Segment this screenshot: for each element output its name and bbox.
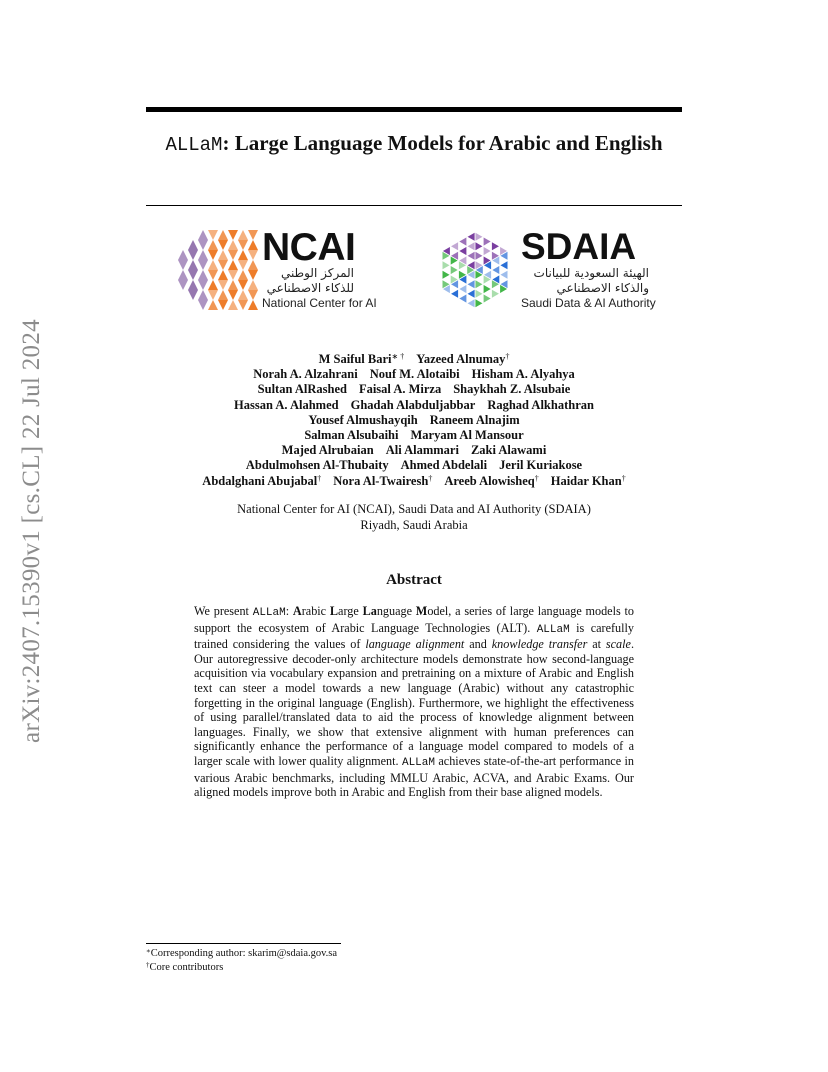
sdaia-emblem-triangle	[442, 270, 450, 280]
ncai-emblem-triangle	[238, 260, 248, 270]
affiliation-institution: National Center for AI (NCAI), Saudi Data and AI Authority (SDAIA)	[237, 502, 591, 516]
sdaia-emblem-triangle	[492, 242, 500, 252]
sdaia-emblem-triangle	[459, 294, 467, 304]
sdaia-emblem-triangle	[467, 299, 475, 309]
author-mark: †	[317, 473, 322, 483]
ncai-emblem-triangle	[208, 270, 218, 280]
author-name: Yazeed Alnumay	[416, 352, 506, 366]
title-rest: : Large Language Models for Arabic and English	[222, 131, 663, 155]
abstract-text: is carefully trained considering the values of	[194, 620, 634, 652]
ncai-emblem-triangle	[218, 270, 228, 280]
sdaia-emblem-triangle	[459, 284, 467, 294]
ncai-emblem-triangle	[228, 270, 238, 280]
ncai-english-name: National Center for AI	[262, 296, 377, 310]
affiliation	[146, 502, 682, 533]
sdaia-emblem-triangle	[475, 242, 483, 252]
ncai-emblem-triangle	[188, 260, 198, 270]
ncai-emblem-triangle	[218, 260, 228, 270]
title-bottom-rule	[146, 205, 682, 206]
sdaia-emblem-triangle	[475, 280, 483, 290]
author-line	[146, 443, 682, 458]
abstract-model-name: ALLaM	[252, 607, 286, 619]
author-mark: †	[428, 473, 433, 483]
abstract-text: and	[464, 637, 492, 652]
abstract-body	[194, 604, 634, 800]
author-line	[146, 474, 682, 489]
sdaia-arabic-line-1: الهيئة السعودية للبيانات	[533, 266, 649, 280]
sdaia-emblem-triangle	[467, 251, 475, 261]
ncai-emblem-triangle	[178, 250, 188, 260]
sdaia-arabic-line-2: والذكاء الاصطناعي	[556, 281, 649, 295]
author-mark: †	[534, 473, 539, 483]
ncai-emblem-icon	[176, 230, 258, 310]
ncai-emblem-triangle	[208, 280, 218, 290]
ncai-emblem-triangle	[188, 240, 198, 250]
ncai-emblem-triangle	[188, 290, 198, 300]
arxiv-identifier: arXiv:2407.15390v1 [cs.CL] 22 Jul 2024	[18, 319, 45, 743]
ncai-emblem-triangle	[198, 260, 208, 270]
ncai-emblem-triangle	[198, 290, 208, 300]
sdaia-english-name: Saudi Data & AI Authority	[521, 296, 656, 310]
author-list	[146, 352, 682, 489]
ncai-emblem-triangle	[248, 270, 258, 280]
ncai-emblem-triangle	[208, 240, 218, 250]
sdaia-emblem-triangle	[475, 299, 483, 309]
author-name: Yousef Almushayqih	[308, 412, 418, 427]
ncai-emblem-triangle	[198, 240, 208, 250]
affiliation-location: Riyadh, Saudi Arabia	[360, 517, 468, 532]
author-line	[146, 382, 682, 397]
author-name: Hisham A. Alyahya	[471, 367, 575, 382]
author-name: Nouf M. Alotaibi	[369, 367, 460, 382]
sdaia-emblem-triangle	[467, 289, 475, 299]
abstract-model-name: ALLaM	[401, 756, 435, 769]
ncai-emblem-triangle	[208, 250, 218, 260]
ncai-emblem-triangle	[208, 260, 218, 270]
ncai-emblem-triangle	[178, 260, 188, 270]
ncai-emblem-triangle	[228, 280, 238, 290]
abstract-text: :	[285, 604, 293, 618]
sdaia-emblem-triangle	[500, 270, 508, 280]
sdaia-emblem-triangle	[483, 284, 491, 294]
author-line	[146, 367, 682, 382]
ncai-emblem-triangle	[178, 280, 188, 290]
author-name: Zaki Alawami	[470, 443, 547, 458]
ncai-emblem-triangle	[248, 240, 258, 250]
abstract-text: M	[415, 604, 428, 618]
author-mark: ∗ †	[391, 352, 405, 361]
abstract-text: knowledge transfer	[491, 637, 588, 652]
ncai-emblem-triangle	[218, 290, 228, 300]
ncai-emblem-triangle	[188, 270, 198, 280]
ncai-emblem-triangle	[248, 250, 258, 260]
ncai-emblem-triangle	[188, 280, 198, 290]
sdaia-emblem-triangle	[475, 232, 483, 242]
ncai-emblem-triangle	[228, 300, 238, 310]
abstract-text: arge	[338, 604, 363, 618]
ncai-emblem-triangle	[248, 300, 258, 310]
sdaia-emblem-triangle	[459, 237, 467, 247]
ncai-logo	[176, 228, 391, 312]
author-line	[146, 428, 682, 443]
author-name: Haidar Khan	[550, 473, 622, 488]
sdaia-wordmark: SDAIA	[521, 226, 637, 267]
ncai-emblem-triangle	[228, 260, 238, 270]
author-name: M Saiful Bari	[318, 352, 392, 366]
author-name: Abdulmohsen Al-Thubaity	[245, 458, 389, 473]
sdaia-emblem-triangle	[492, 289, 500, 299]
ncai-emblem-triangle	[198, 230, 208, 240]
abstract-text: rabic	[301, 604, 330, 618]
ncai-emblem-triangle	[208, 230, 218, 240]
author-name: Salman Alsubaihi	[304, 428, 399, 443]
ncai-emblem-triangle	[228, 240, 238, 250]
paper-title	[146, 130, 682, 159]
sdaia-emblem-icon	[435, 230, 515, 310]
author-name: Majed Alrubaian	[281, 443, 374, 458]
title-top-rule	[146, 107, 682, 112]
sdaia-emblem-triangle	[467, 242, 475, 252]
ncai-emblem-triangle	[228, 290, 238, 300]
sdaia-emblem-triangle	[475, 289, 483, 299]
footnote-core-contributors: †Core contributors	[146, 961, 224, 973]
abstract-text: L	[329, 604, 339, 618]
author-name: Raneem Alnajim	[429, 412, 520, 427]
author-name: Norah A. Alzahrani	[253, 367, 358, 382]
ncai-emblem-triangle	[238, 280, 248, 290]
author-name: Hassan A. Alahmed	[234, 397, 339, 412]
ncai-emblem-triangle	[218, 300, 228, 310]
abstract-text: scale	[605, 637, 631, 652]
sdaia-emblem-triangle	[467, 232, 475, 242]
ncai-emblem-triangle	[248, 280, 258, 290]
abstract-text: La	[362, 604, 377, 618]
ncai-emblem-triangle	[178, 270, 188, 280]
sdaia-emblem-triangle	[442, 261, 450, 271]
ncai-emblem-triangle	[218, 250, 228, 260]
ncai-arabic-line-2: للذكاء الاصطناعي	[266, 281, 354, 295]
arxiv-sidebar-stamp	[8, 296, 56, 766]
sdaia-emblem-triangle	[467, 280, 475, 290]
author-name: Raghad Alkhathran	[487, 397, 594, 412]
ncai-emblem-triangle	[198, 280, 208, 290]
author-mark: †	[621, 473, 626, 483]
author-name: Sultan AlRashed	[257, 382, 347, 397]
abstract-text: A	[292, 604, 302, 618]
author-name: Ali Alammari	[385, 443, 459, 458]
abstract-text: odel, a series of large language models to support the ecosystem of Arabic Language Technologies (ALT).	[194, 604, 634, 635]
author-name: Nora Al-Twairesh	[333, 473, 429, 488]
ncai-emblem-triangle	[228, 250, 238, 260]
ncai-emblem-triangle	[208, 300, 218, 310]
ncai-emblem-triangle	[198, 300, 208, 310]
abstract-text: language alignment	[365, 637, 465, 652]
author-name: Faisal A. Mirza	[358, 382, 442, 397]
author-name: Areeb Alowisheq	[444, 473, 535, 488]
abstract-model-name: ALLaM	[536, 623, 570, 636]
sdaia-emblem-triangle	[450, 289, 458, 299]
ncai-emblem-triangle	[228, 230, 238, 240]
author-line	[146, 413, 682, 428]
abstract-text: at	[587, 637, 606, 652]
ncai-emblem-triangle	[248, 290, 258, 300]
author-name: Jeril Kuriakose	[499, 458, 583, 473]
abstract-text: achieves state-of-the-art performance in various Arabic benchmarks, including MMLU Arabic, ACVA, and Arabic Exams. Our aligned models improve both in Arabic and English from their base aligned models.	[194, 753, 634, 800]
sdaia-emblem-triangle	[483, 237, 491, 247]
ncai-arabic-line-1: المركز الوطني	[280, 266, 354, 280]
footnotes	[146, 947, 646, 975]
ncai-emblem-triangle	[238, 270, 248, 280]
abstract-text: nguage	[376, 604, 416, 618]
author-name: Shaykhah Z. Alsubaie	[453, 382, 571, 397]
ncai-emblem-triangle	[238, 290, 248, 300]
sdaia-emblem-triangle	[483, 246, 491, 256]
sdaia-emblem-triangle	[475, 251, 483, 261]
ncai-emblem-triangle	[198, 270, 208, 280]
ncai-emblem-triangle	[248, 260, 258, 270]
ncai-emblem-triangle	[238, 240, 248, 250]
abstract-text: . Our autoregressive decoder-only architecture models demonstrate how second-language acquisition via vocabulary expansion and pretraining on a mixture of Arabic and English text can steer a model towards a new language (Arabic) without any catastrophic forgetting in the original language (English). Furthermore, we highlight the effectiveness of using parallel/translated data to aid the process of knowledge alignment between languages. Finally, we show that extensive alignment with human preferences can significantly enhance the performance of a language model compared to models of a larger scale with lower quality alignment.	[194, 637, 634, 768]
abstract-text: We present	[194, 604, 253, 618]
ncai-wordmark: NCAI	[262, 226, 356, 269]
ncai-emblem-triangle	[198, 250, 208, 260]
ncai-emblem-triangle	[218, 280, 228, 290]
ncai-emblem-triangle	[218, 230, 228, 240]
author-line	[146, 398, 682, 413]
ncai-emblem-triangle	[248, 230, 258, 240]
ncai-emblem-triangle	[218, 240, 228, 250]
title-model-name: ALLaM	[165, 134, 223, 156]
ncai-emblem-triangle	[238, 250, 248, 260]
footnote-corresponding: ∗Corresponding author: skarim@sdaia.gov.sa	[146, 947, 338, 959]
author-name: Abdalghani Abujabal	[202, 473, 318, 488]
author-mark: †	[505, 352, 510, 361]
sdaia-emblem-triangle	[500, 261, 508, 271]
ncai-emblem-triangle	[188, 250, 198, 260]
sdaia-emblem-triangle	[450, 265, 458, 275]
author-name: Ahmed Abdelali	[400, 458, 488, 473]
sdaia-emblem-triangle	[459, 246, 467, 256]
abstract-heading: Abstract	[386, 572, 442, 588]
ncai-emblem-triangle	[208, 290, 218, 300]
author-name: Ghadah Alabduljabbar	[350, 397, 476, 412]
sdaia-emblem-triangle	[492, 265, 500, 274]
author-name: Maryam Al Mansour	[410, 428, 524, 443]
sdaia-emblem-triangle	[483, 294, 491, 304]
footnote-rule	[146, 943, 341, 944]
author-line	[146, 458, 682, 473]
sdaia-emblem-triangle	[450, 242, 458, 252]
author-line	[146, 352, 682, 367]
sdaia-logo	[435, 228, 670, 312]
ncai-emblem-triangle	[238, 300, 248, 310]
ncai-emblem-triangle	[238, 230, 248, 240]
